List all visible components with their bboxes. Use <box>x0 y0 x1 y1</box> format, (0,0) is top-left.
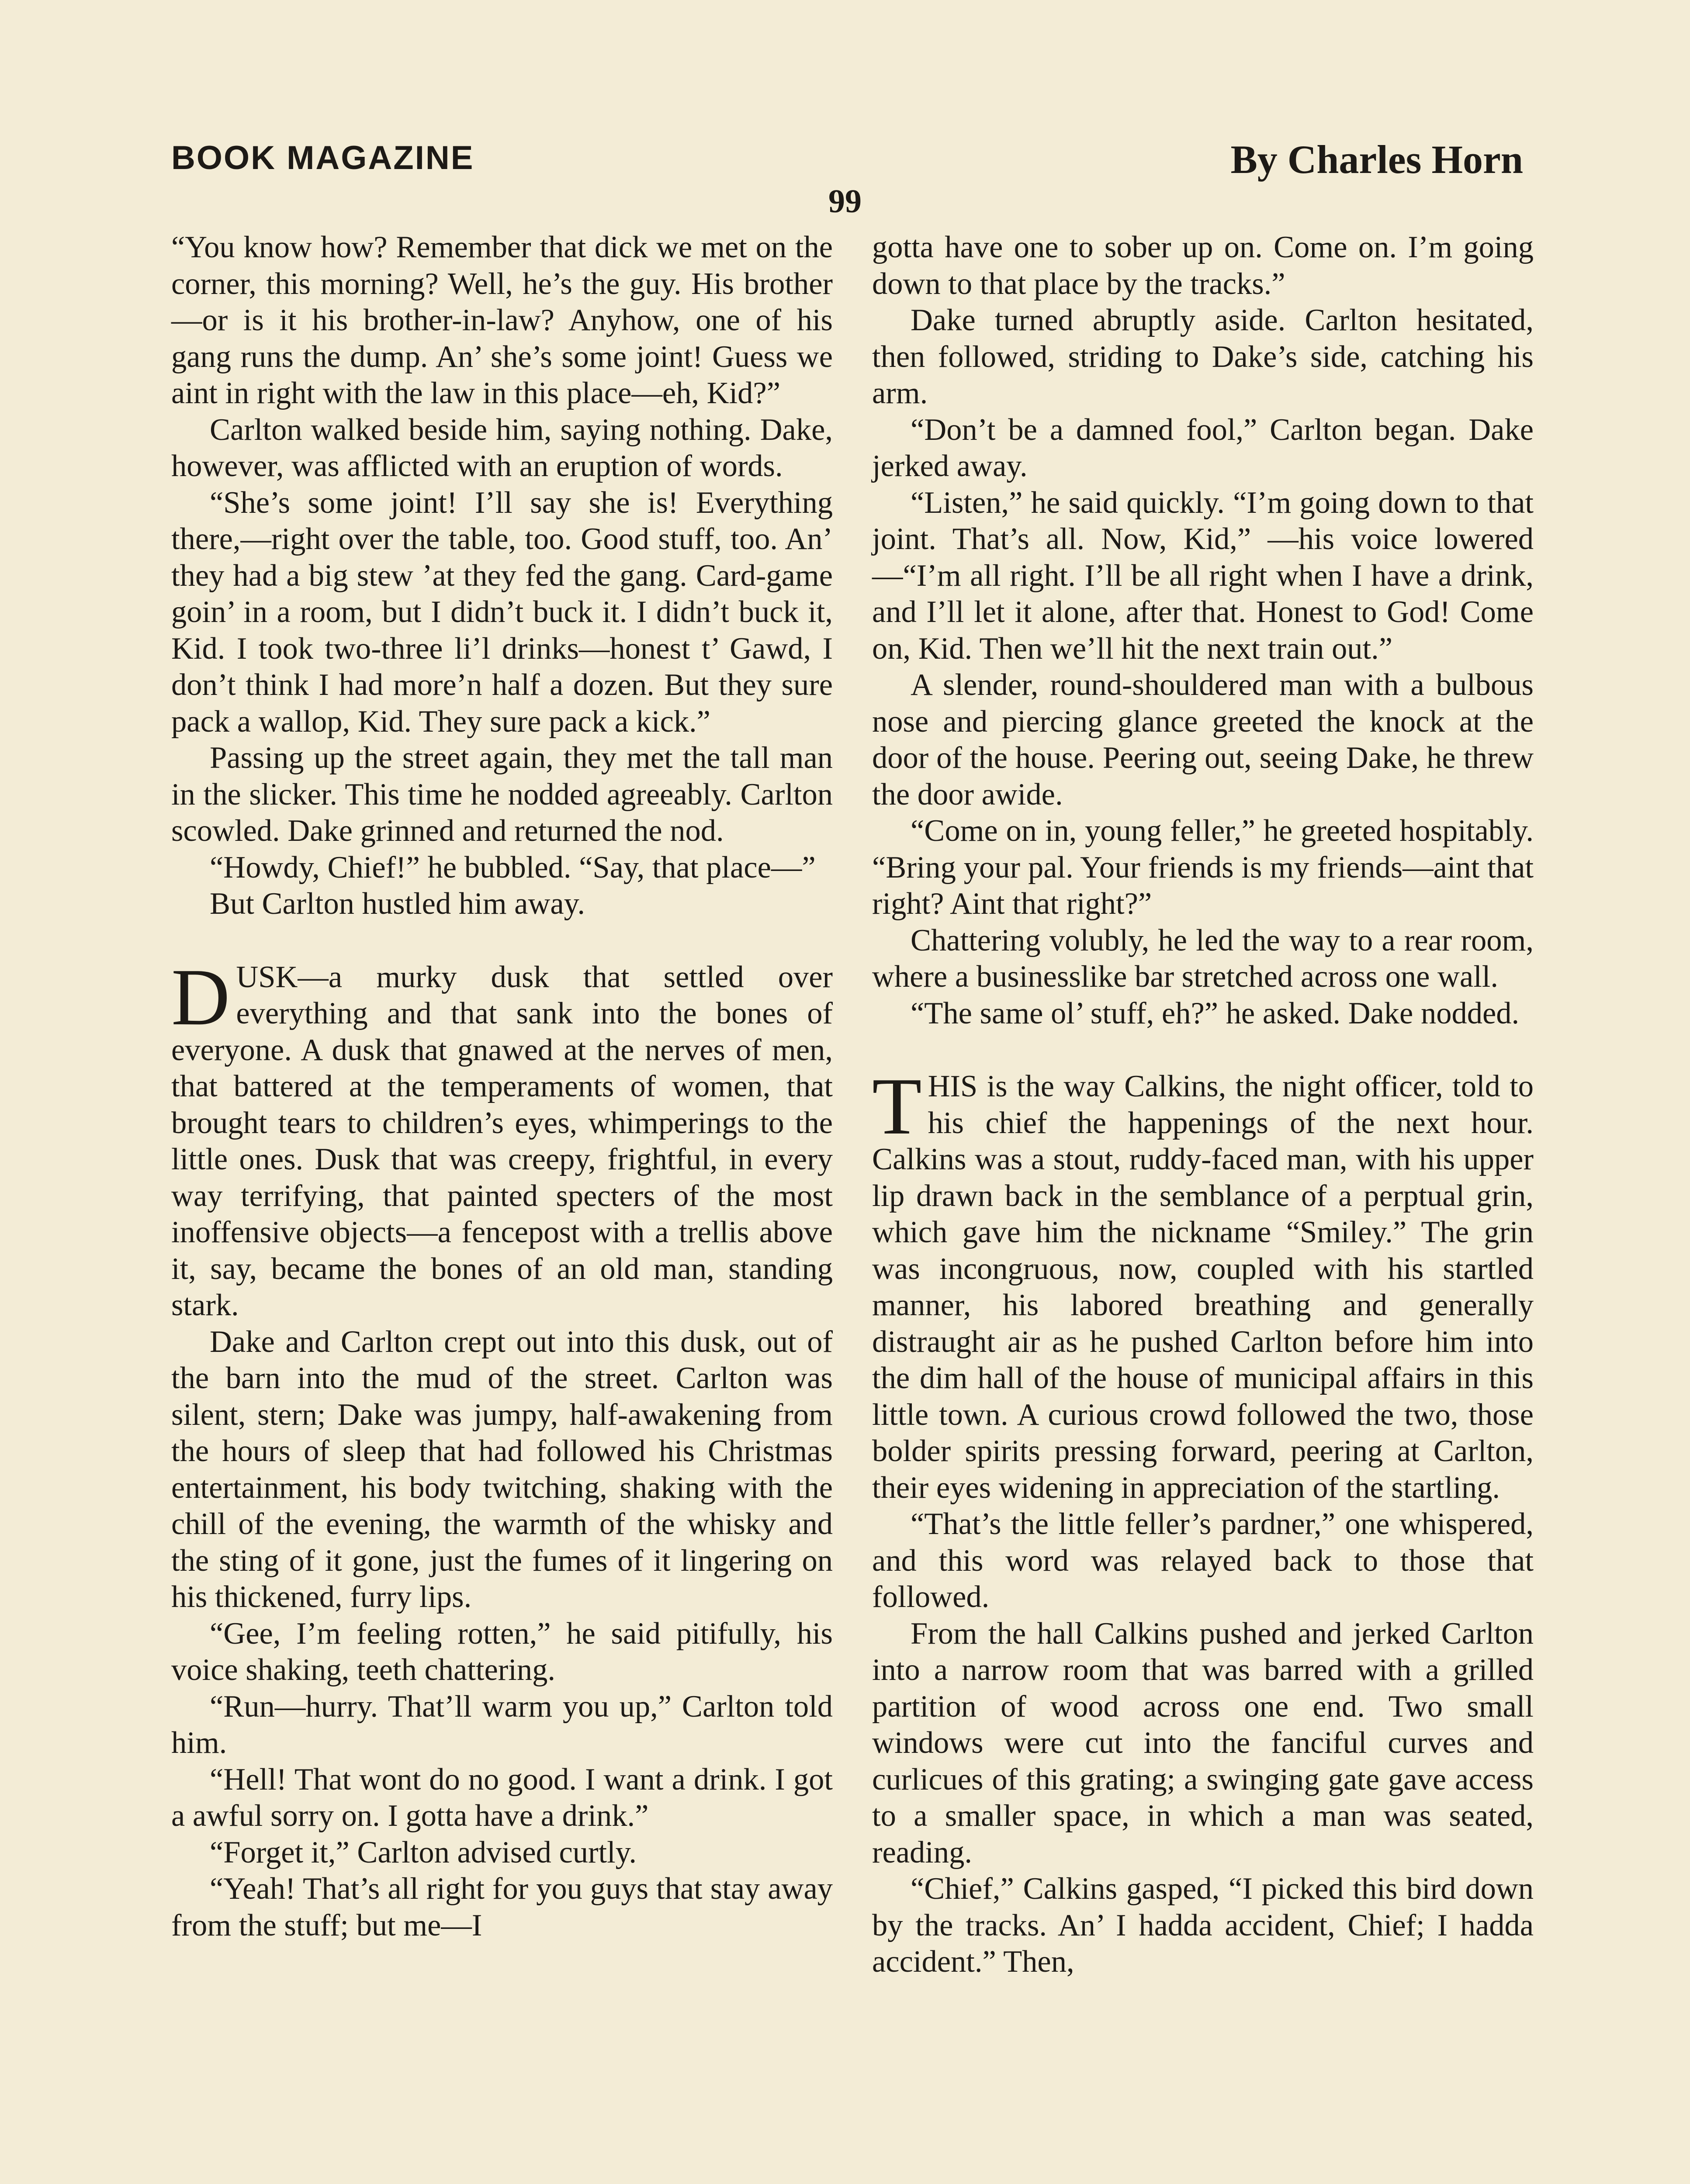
section-opening-paragraph <box>171 952 833 1324</box>
paragraph: “You know how? Remember that dick we met on the corner, this morning? Well, he’s the guy. His brother—or is it his brother-in-law? Anyhow, one of his gang runs the dump. An’ she’s some joint! Guess we aint in right with the law in this place—eh, Kid?” <box>171 230 833 410</box>
page-number: 99 <box>828 183 862 220</box>
paragraph: “That’s the little feller’s pardner,” one whispered, and this word was relayed back to those that followed. <box>872 1507 1534 1614</box>
publication-title: BOOK MAGAZINE <box>171 139 474 176</box>
section-text: HIS is the way Calkins, the night officer, told to his chief the happenings of the next hour. Calkins was a stout, ruddy-faced man, with his upper lip drawn back in the semblance of a perptual grin, which gave him the nickname “Smiley.” The grin was incongruous, now, coupled with his startled manner, his labored breathing and generally distraught air as he pushed Carlton before him into the dim hall of the house of municipal affairs in this little town. A curious crowd followed the two, those bolder spirits pressing forward, peering at Carlton, their eyes widening in appreciation of the startling. <box>872 1069 1534 1505</box>
paragraph: gotta have one to sober up on. Come on. I’m going down to that place by the tracks.” <box>872 230 1534 301</box>
paragraph: “Come on in, young feller,” he greeted hospitably. “Bring your pal. Your friends is my friends—aint that right? Aint that right?” <box>872 814 1534 921</box>
author-byline: By Charles Horn <box>1230 137 1523 182</box>
right-column <box>872 229 1534 1980</box>
paragraph: Chattering volubly, he led the way to a rear room, where a businesslike bar stretched across one wall. <box>872 923 1534 994</box>
drop-cap: D <box>171 952 230 1042</box>
paragraph: Dake turned abruptly aside. Carlton hesitated, then followed, striding to Dake’s side, catching his arm. <box>872 303 1534 410</box>
paragraph: “Forget it,” Carlton advised curtly. <box>210 1835 637 1870</box>
left-column <box>171 229 833 1944</box>
paragraph: “She’s some joint! I’ll say she is! Everything there,—right over the table, too. Good stuff, too. An’ they had a big stew ’at they fed the gang. Card-game goin’ in a room, but I didn’t buck it. I didn’t buck it, Kid. I took two-three li’l drinks—honest t’ Gawd, I don’t think I had more’n half a dozen. But they sure pack a wallop, Kid. They sure pack a kick.” <box>171 485 833 739</box>
paragraph: “Listen,” he said quickly. “I’m going down to that joint. That’s all. Now, Kid,” —his voice lowered—“I’m all right. I’ll be all right when I have a drink, and I’ll let it alone, after that. Honest to God! Come on, Kid. Then we’ll hit the next train out.” <box>872 485 1534 666</box>
paragraph: Dake and Carlton crept out into this dusk, out of the barn into the mud of the street. Carlton was silent, stern; Dake was jumpy, half-awakening from the hours of sleep that had followed his Christmas entertainment, his body twitching, shaking with the chill of the evening, the warmth of the whisky and the sting of it gone, just the fumes of it lingering on his thickened, furry lips. <box>171 1324 833 1614</box>
paragraph: From the hall Calkins pushed and jerked Carlton into a narrow room that was barred with a grilled partition of wood across one end. Two small windows were cut into the fanciful curves and curlicues of this grating; a swinging gate gave access to a smaller space, in which a man was seated, reading. <box>872 1616 1534 1870</box>
paragraph: “Gee, I’m feeling rotten,” he said pitifully, his voice shaking, teeth chattering. <box>171 1616 833 1687</box>
paragraph: “Hell! That wont do no good. I want a drink. I got a awful sorry on. I gotta have a drink.” <box>171 1762 833 1833</box>
paragraph: “Run—hurry. That’ll warm you up,” Carlton told him. <box>171 1689 833 1760</box>
paragraph: Passing up the street again, they met the tall man in the slicker. This time he nodded agreeably. Carlton scowled. Dake grinned and returned the nod. <box>171 741 833 848</box>
paragraph: “Don’t be a damned fool,” Carlton began. Dake jerked away. <box>872 412 1534 483</box>
paragraph: “Howdy, Chief!” he bubbled. “Say, that place—” <box>210 850 816 885</box>
paragraph: “Chief,” Calkins gasped, “I picked this bird down by the tracks. An’ I hadda accident, Chief; I hadda accident.” Then, <box>872 1872 1534 1979</box>
paragraph: “The same ol’ stuff, eh?” he asked. Dake nodded. <box>911 996 1520 1030</box>
paragraph: A slender, round-shouldered man with a bulbous nose and piercing glance greeted the knock at the door of the house. Peering out, seeing Dake, he threw the door awide. <box>872 668 1534 812</box>
paragraph: Carlton walked beside him, saying nothing. Dake, however, was afflicted with an eruption of words. <box>171 412 833 483</box>
paragraph: “Yeah! That’s all right for you guys that stay away from the stuff; but me—I <box>171 1872 833 1942</box>
drop-cap: T <box>872 1061 922 1151</box>
section-opening-paragraph <box>872 1061 1534 1506</box>
paragraph: But Carlton hustled him away. <box>210 887 585 921</box>
section-text: USK—a murky dusk that settled over everything and that sank into the bones of everyone. A dusk that gnawed at the nerves of men, that battered at the temperaments of women, that brought tears to children’s eyes, whimperings to the little ones. Dusk that was creepy, frightful, in every way terrifying, that painted specters of the most inoffensive objects—a fencepost with a trellis above it, say, became the bones of an old man, standing stark. <box>171 960 833 1322</box>
